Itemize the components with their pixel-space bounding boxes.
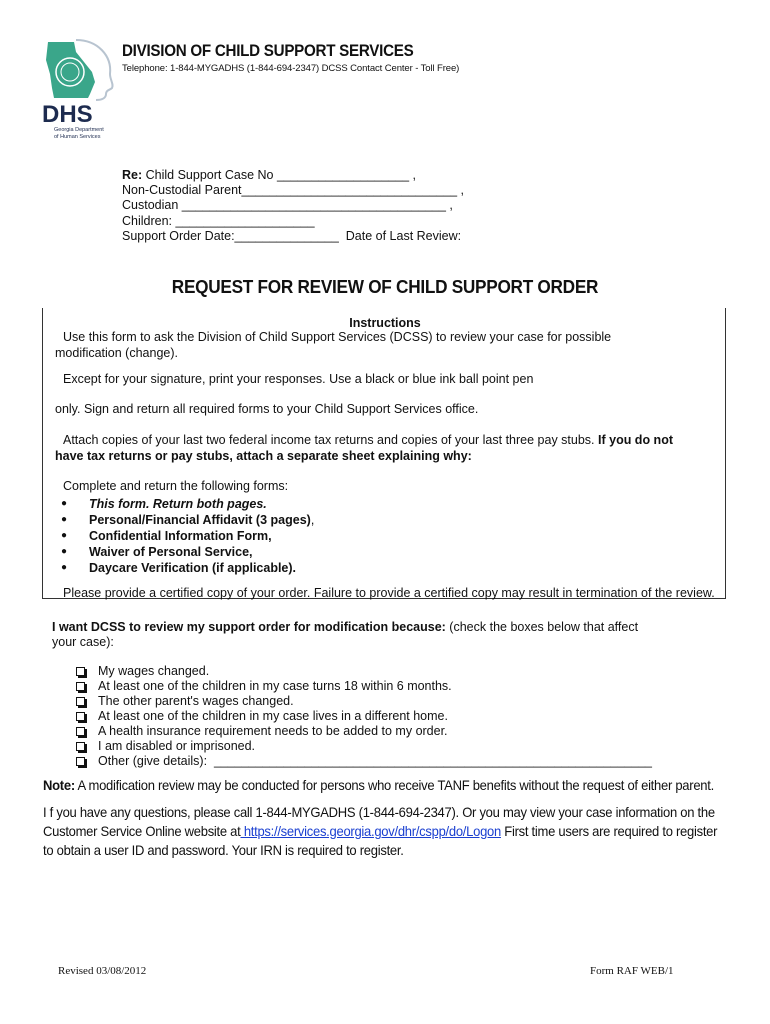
instruction-text: Except for your signature, print your responses. Use a black or blue ink ball point pen bbox=[63, 372, 534, 386]
note-label: Note: bbox=[43, 777, 75, 793]
list-item-text: Daycare Verification (if applicable). bbox=[89, 561, 297, 575]
review-reason-heading bbox=[52, 620, 692, 650]
children-field[interactable]: Children: ____________________ bbox=[122, 213, 315, 228]
support-order-date-field[interactable]: Support Order Date:_______________ Date of Last Review: bbox=[122, 228, 462, 243]
case-reference-block bbox=[122, 168, 464, 244]
reason-label: At least one of the children in my case turns 18 within 6 months. bbox=[98, 679, 452, 693]
reason-option-child-turns-18[interactable] bbox=[76, 679, 652, 694]
case-number-row bbox=[122, 168, 464, 183]
instruction-text: Use this form to ask the Division of Child Support Services (DCSS) to review your case for possible bbox=[63, 330, 612, 344]
reason-label: At least one of the children in my case lives in a different home. bbox=[98, 709, 448, 723]
contact-text: I f you have any questions, please call 1-844-MYGADHS (1-844-694-2347). Or you may view your case information on the bbox=[43, 804, 715, 820]
list-item bbox=[61, 544, 314, 560]
list-item bbox=[61, 512, 314, 528]
re-label: Re: bbox=[122, 168, 143, 182]
reason-label: Other (give details): _______________________________________________________________ bbox=[98, 754, 652, 768]
case-number-field[interactable]: Child Support Case No ___________________ , bbox=[142, 168, 416, 182]
instruction-text: Complete and return the following forms: bbox=[63, 479, 289, 493]
phone-line: Telephone: 1-844-MYGADHS (1-844-694-2347) DCSS Contact Center - Toll Free) bbox=[122, 63, 460, 74]
form-id: Form RAF WEB/1 bbox=[590, 965, 674, 977]
reason-label: I am disabled or imprisoned. bbox=[98, 739, 256, 753]
instruction-text: only. Sign and return all required forms to your Child Support Services office. bbox=[55, 402, 479, 416]
review-reason-heading-rest: (check the boxes below that affect bbox=[445, 620, 639, 634]
instruction-text: have tax returns or pay stubs, attach a separate sheet explaining why: bbox=[55, 449, 472, 463]
bullet-icon: ● bbox=[61, 546, 68, 557]
reason-checklist bbox=[76, 664, 652, 769]
instructions-box bbox=[42, 308, 726, 599]
reason-label: The other parent's wages changed. bbox=[98, 694, 294, 708]
contact-text: Customer Service Online website at bbox=[43, 823, 241, 839]
instruction-text bbox=[63, 433, 673, 447]
reason-label: A health insurance requirement needs to be added to my order. bbox=[98, 724, 448, 738]
instruction-text-part: Attach copies of your last two federal income tax returns and copies of your last three pay stubs. bbox=[63, 433, 595, 447]
logo-text: DHS bbox=[42, 101, 93, 128]
bullet-icon: ● bbox=[61, 562, 68, 573]
reason-option-child-different-home[interactable] bbox=[76, 709, 652, 724]
instruction-text: Please provide a certified copy of your order. Failure to provide a certified copy may result in termination of the review. bbox=[63, 586, 715, 600]
list-item-text: Personal/Financial Affidavit (3 pages) bbox=[89, 513, 311, 527]
form-title: REQUEST FOR REVIEW OF CHILD SUPPORT ORDER bbox=[171, 276, 599, 297]
note-text: A modification review may be conducted for persons who receive TANF benefits without the request of either parent. bbox=[74, 777, 714, 793]
reason-option-wages-changed[interactable] bbox=[76, 664, 652, 679]
instructions-heading: Instructions bbox=[349, 316, 421, 330]
reason-option-health-insurance[interactable] bbox=[76, 724, 652, 739]
reason-label: My wages changed. bbox=[98, 664, 210, 678]
checkbox-icon[interactable] bbox=[76, 712, 85, 721]
custodian-field[interactable]: Custodian ______________________________________ , bbox=[122, 198, 453, 213]
checkbox-icon[interactable] bbox=[76, 742, 85, 751]
list-item bbox=[61, 496, 314, 512]
review-reason-heading-line2: your case): bbox=[52, 635, 114, 649]
logo-subtext-1: Georgia Department bbox=[54, 127, 104, 133]
required-forms-list bbox=[61, 496, 314, 576]
note-paragraph bbox=[43, 777, 714, 793]
list-item-text: Confidential Information Form, bbox=[89, 529, 272, 543]
checkbox-icon[interactable] bbox=[76, 727, 85, 736]
list-item-suffix: , bbox=[310, 513, 315, 527]
bullet-icon: ● bbox=[61, 530, 68, 541]
contact-text: to obtain a user ID and password. Your IRN is required to register. bbox=[43, 842, 404, 858]
instruction-text: modification (change). bbox=[55, 346, 178, 360]
contact-text: First time users are required to register bbox=[500, 823, 718, 839]
bullet-icon: ● bbox=[61, 498, 68, 509]
review-reason-heading-bold: I want DCSS to review my support order for modification because: bbox=[52, 620, 446, 634]
reason-option-other[interactable] bbox=[76, 754, 652, 769]
reason-option-disabled-imprisoned[interactable] bbox=[76, 739, 652, 754]
non-custodial-parent-field[interactable]: Non-Custodial Parent_______________________________ , bbox=[122, 183, 464, 198]
dhs-logo bbox=[40, 38, 118, 143]
checkbox-icon[interactable] bbox=[76, 697, 85, 706]
reason-option-other-parent-wages[interactable] bbox=[76, 694, 652, 709]
agency-title: DIVISION OF CHILD SUPPORT SERVICES bbox=[122, 42, 414, 60]
contact-paragraph bbox=[43, 803, 731, 860]
customer-service-online-link[interactable]: https://services.georgia.gov/dhr/cspp/do/Logon bbox=[240, 823, 501, 839]
logo-subtext-2: of Human Services bbox=[54, 134, 101, 140]
list-item-text: Waiver of Personal Service, bbox=[89, 545, 253, 559]
list-item bbox=[61, 528, 314, 544]
list-item bbox=[61, 560, 314, 576]
instruction-text-bold: If you do not bbox=[594, 433, 673, 447]
checkbox-icon[interactable] bbox=[76, 757, 85, 766]
revised-date: Revised 03/08/2012 bbox=[58, 965, 147, 977]
checkbox-icon[interactable] bbox=[76, 667, 85, 676]
list-item-text: This form. Return both pages. bbox=[89, 497, 267, 511]
bullet-icon: ● bbox=[61, 514, 68, 525]
checkbox-icon[interactable] bbox=[76, 682, 85, 691]
